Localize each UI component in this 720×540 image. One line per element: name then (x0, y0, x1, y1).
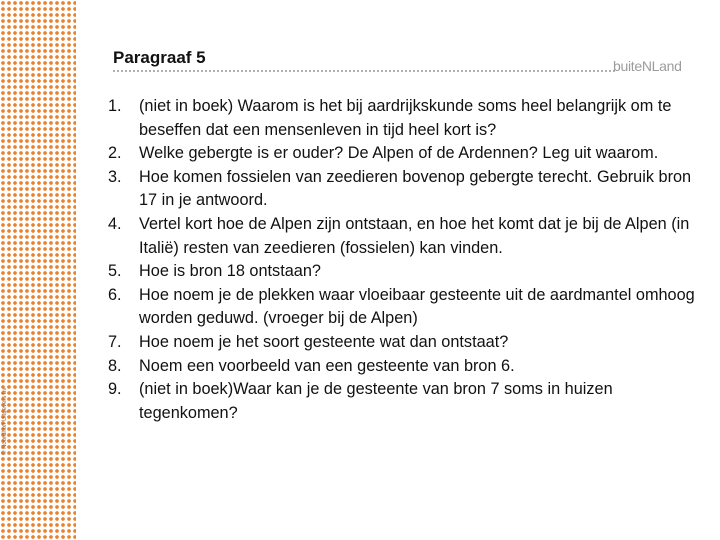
decorative-dot-band (0, 0, 76, 540)
question-text: Hoe noem je het soort gesteente wat dan ontstaat? (139, 332, 509, 351)
copyright-credit (2, 443, 82, 455)
question-number: 1. (108, 97, 122, 115)
list-item (108, 331, 698, 355)
publisher-logo: buiteNLand (613, 58, 682, 74)
question-text: Hoe komen fossielen van zeedieren bovenop gebergte terecht. Gebruik bron 17 in je antwoord. (139, 167, 692, 210)
question-text: (niet in boek)Waar kan je de gesteente van bron 7 soms in huizen tegenkomen? (139, 380, 613, 422)
question-text: Vertel kort hoe de Alpen zijn ontstaan, en hoe het komt dat je bij de Alpen (in Italië) resten van zeedieren (fossielen) kan vinden. (139, 214, 690, 257)
question-text: Hoe noem je de plekken waar vloeibaar gesteente uit de aardmantel omhoog worden geduwd. (vroeger bij de Alpen) (139, 285, 695, 328)
question-number: 4. (108, 214, 122, 233)
list-item (108, 378, 698, 425)
question-text: Welke gebergte is er ouder? De Alpen of de Ardennen? Leg uit waarom. (139, 144, 659, 163)
list-item (108, 260, 698, 284)
question-number: 6. (108, 285, 122, 304)
list-item (108, 284, 698, 331)
question-text: Hoe is bron 18 ontstaan? (139, 262, 321, 281)
page-title: Paragraaf 5 (113, 48, 206, 67)
list-item (108, 213, 698, 260)
list-item (108, 166, 698, 213)
question-number: 3. (108, 167, 122, 186)
list-item (108, 95, 698, 142)
question-number: 7. (108, 332, 122, 351)
question-number: 5. (108, 262, 122, 281)
question-number: 2. (108, 144, 122, 163)
question-number: 8. (108, 356, 122, 375)
list-item (108, 142, 698, 166)
question-number: 9. (108, 380, 122, 399)
list-item (108, 355, 698, 379)
copyright-text (2, 443, 8, 455)
question-text: Noem een voorbeeld van een gesteente van bron 6. (139, 356, 515, 375)
question-list (108, 95, 698, 425)
question-text: (niet in boek) Waarom is het bij aardrijkskunde soms heel belangrijk om te beseffen dat een mensenleven in tijd heel kort is? (139, 97, 672, 139)
title-divider (113, 70, 615, 72)
